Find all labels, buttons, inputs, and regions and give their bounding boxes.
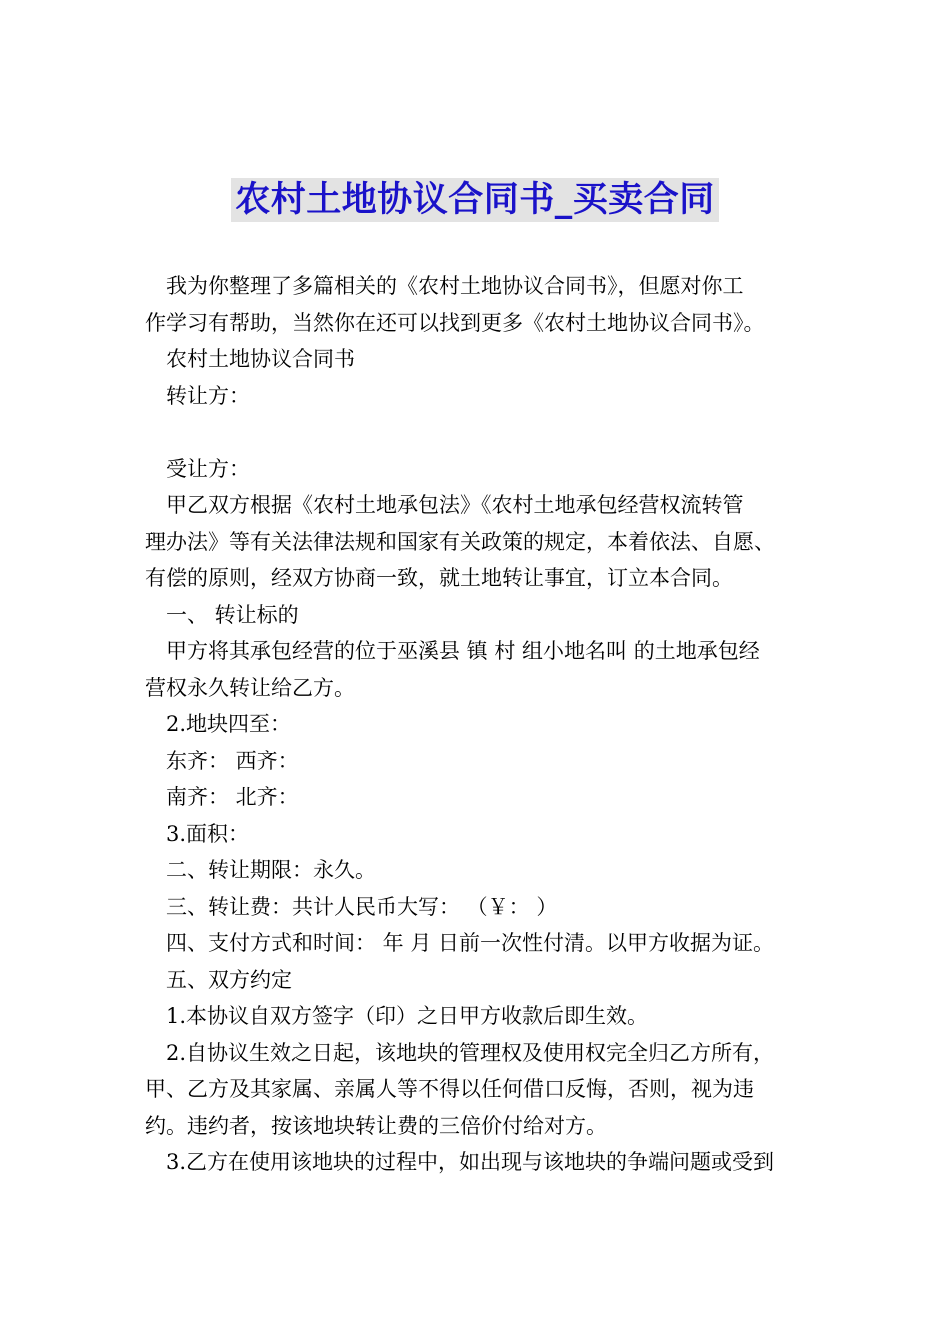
section-heading: 四、支付方式和时间： 年 月 日前一次性付清。以甲方收据为证。 (166, 931, 775, 955)
paragraph-line: 南齐： 北齐： (166, 785, 299, 809)
paragraph-line: 受让方： (166, 456, 250, 481)
section-heading: 五、双方约定 (166, 967, 292, 992)
paragraph-line: 有偿的原则，经双方协商一致，就土地转让事宜，订立本合同。 (145, 566, 733, 590)
paragraph-line: 作学习有帮助，当然你在还可以找到更多《农村土地协议合同书》。 (145, 310, 765, 335)
paragraph-line: 我为你整理了多篇相关的《农村土地协议合同书》，但愿对你工 (166, 274, 744, 298)
section-heading: 三、转让费：共计人民币大写： （￥： ） (166, 894, 558, 919)
blank-line (145, 414, 817, 451)
document-body (145, 268, 817, 1181)
paragraph-line: 营权永久转让给乙方。 (145, 675, 355, 700)
paragraph-line: 3.乙方在使用该地块的过程中，如出现与该地块的争端问题或受到 (166, 1150, 775, 1174)
paragraph-line: 2.自协议生效之日起，该地块的管理权及使用权完全归乙方所有， (166, 1040, 775, 1065)
paragraph-line: 甲、乙方及其家属、亲属人等不得以任何借口反悔，否则，视为违 (145, 1077, 754, 1101)
paragraph-line: 农村土地协议合同书 (166, 347, 355, 371)
section-heading: 二、转让期限：永久。 (166, 858, 376, 882)
document-title: 农村土地协议合同书_买卖合同 (231, 178, 719, 222)
section-heading: 一、 转让标的 (166, 602, 299, 627)
paragraph-line: 3.面积： (166, 821, 250, 846)
paragraph-line: 东齐： 西齐： (166, 748, 299, 773)
paragraph-line: 甲方将其承包经营的位于巫溪县 镇 村 组小地名叫 的土地承包经 (166, 639, 760, 663)
paragraph-line: 转让方： (166, 383, 250, 408)
paragraph-line: 2.地块四至： (166, 712, 292, 736)
title-container (0, 178, 950, 222)
paragraph-line: 约。违约者，按该地块转让费的三倍价付给对方。 (145, 1113, 607, 1138)
paragraph-line: 甲乙双方根据《农村土地承包法》《农村土地承包经营权流转管 (166, 493, 744, 517)
paragraph-line: 理办法》等有关法律法规和国家有关政策的规定，本着依法、自愿、 (145, 529, 775, 554)
paragraph-line: 1.本协议自双方签字（印）之日甲方收款后即生效。 (166, 1004, 649, 1028)
